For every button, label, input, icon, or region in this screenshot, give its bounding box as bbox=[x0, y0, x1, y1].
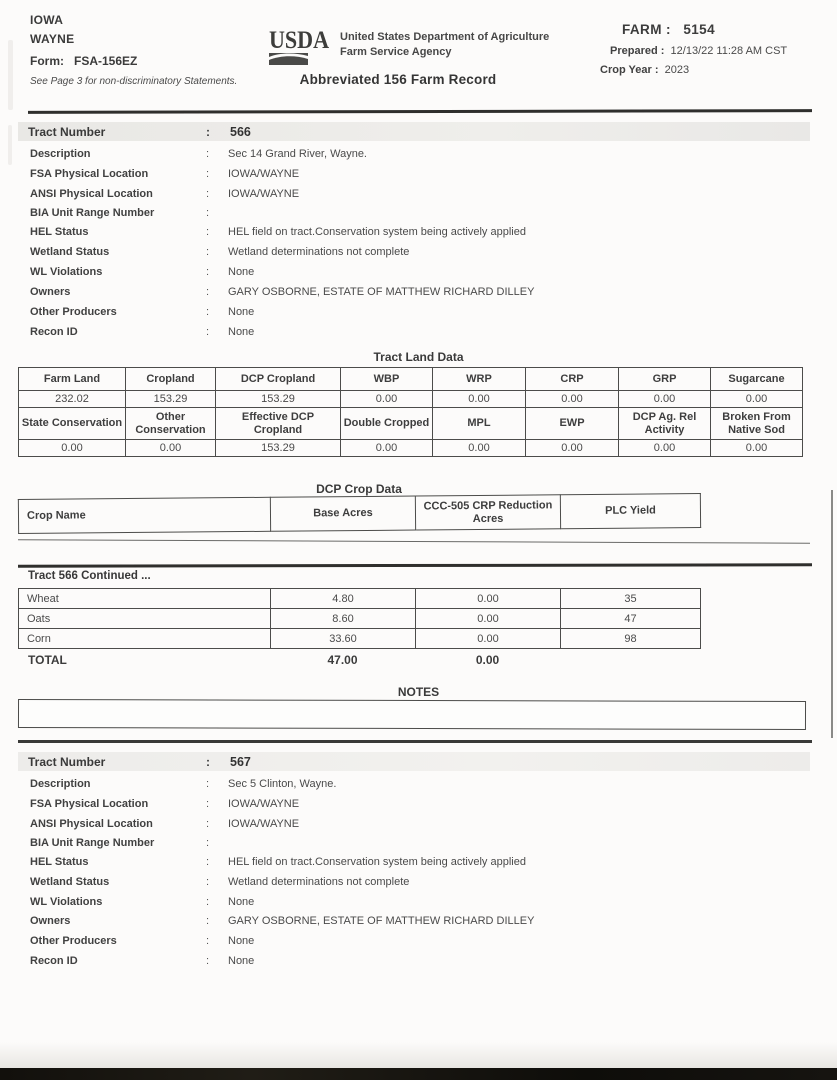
colon: : bbox=[206, 326, 210, 338]
crop-name-cell: Corn bbox=[19, 629, 271, 649]
field-row bbox=[30, 818, 788, 831]
field-value: Wetland determinations not complete bbox=[228, 876, 410, 888]
header-divider bbox=[28, 109, 812, 114]
nondiscrimination-footnote: See Page 3 for non-discriminatory Statements. bbox=[30, 75, 238, 87]
colon: : bbox=[206, 246, 210, 258]
agency-line1: United States Department of Agriculture bbox=[340, 31, 550, 43]
field-label: Other Producers bbox=[30, 935, 117, 947]
colon: : bbox=[206, 148, 210, 160]
total-label: TOTAL bbox=[28, 653, 67, 667]
field-row bbox=[30, 856, 788, 869]
form-label: Form: bbox=[30, 54, 64, 69]
field-label: Owners bbox=[30, 915, 71, 927]
colon: : bbox=[206, 754, 210, 769]
scan-right-edge bbox=[831, 490, 833, 738]
field-row bbox=[30, 778, 788, 791]
colon: : bbox=[206, 226, 210, 238]
field-value: IOWA/WAYNE bbox=[228, 188, 300, 200]
land-header-cell: Effective DCP Cropland bbox=[216, 408, 341, 440]
field-value: Sec 14 Grand River, Wayne. bbox=[228, 148, 367, 160]
field-row bbox=[30, 876, 788, 889]
crop-header-cell: CCC-505 CRP Reduction Acres bbox=[415, 495, 560, 530]
land-header-cell: Other Conservation bbox=[126, 408, 216, 440]
tract-number-label: Tract Number bbox=[28, 124, 106, 139]
crop-year-line bbox=[600, 64, 830, 76]
field-label: Other Producers bbox=[30, 306, 117, 318]
land-value-cell: 153.29 bbox=[216, 440, 341, 457]
field-value: Wetland determinations not complete bbox=[228, 246, 410, 258]
base-acres-cell: 8.60 bbox=[271, 609, 416, 629]
field-row bbox=[30, 188, 788, 201]
colon: : bbox=[206, 876, 210, 888]
crop-header-cell: PLC Yield bbox=[560, 494, 700, 529]
land-value-cell: 0.00 bbox=[19, 440, 126, 457]
field-row bbox=[30, 798, 788, 811]
field-value: Sec 5 Clinton, Wayne. bbox=[228, 778, 337, 790]
crop-row bbox=[19, 609, 701, 629]
field-label: WL Violations bbox=[30, 896, 103, 908]
field-value: HEL field on tract.Conservation system being actively applied bbox=[228, 856, 526, 868]
land-value-cell: 0.00 bbox=[526, 391, 619, 408]
field-label: Owners bbox=[30, 286, 71, 298]
land-value-cell: 0.00 bbox=[341, 440, 433, 457]
field-label: ANSI Physical Location bbox=[30, 818, 153, 830]
field-value: None bbox=[228, 306, 255, 318]
field-row bbox=[30, 935, 788, 948]
colon: : bbox=[206, 818, 210, 830]
tract-566-header-row bbox=[18, 122, 810, 141]
field-label: Recon ID bbox=[30, 326, 78, 338]
scan-smudge bbox=[8, 40, 13, 110]
field-value: None bbox=[228, 935, 255, 947]
section-rule bbox=[18, 539, 810, 543]
page-title: Abbreviated 156 Farm Record bbox=[299, 72, 497, 87]
crop-data-title: DCP Crop Data bbox=[316, 482, 402, 496]
land-header-cell: Double Cropped bbox=[341, 408, 433, 440]
land-value-cell: 153.29 bbox=[126, 391, 216, 408]
field-row bbox=[30, 915, 788, 928]
usda-logo-text: USDA bbox=[269, 27, 329, 54]
colon: : bbox=[206, 915, 210, 927]
field-value: None bbox=[228, 326, 255, 338]
crop-header-cell: Base Acres bbox=[270, 496, 415, 531]
field-value: GARY OSBORNE, ESTATE OF MATTHEW RICHARD DILLEY bbox=[228, 915, 535, 927]
colon: : bbox=[206, 168, 210, 180]
land-header-cell: DCP Cropland bbox=[216, 368, 341, 391]
land-value-cell: 153.29 bbox=[216, 391, 341, 408]
land-value-cell: 0.00 bbox=[126, 440, 216, 457]
field-row bbox=[30, 207, 788, 220]
land-value-cell: 0.00 bbox=[341, 391, 433, 408]
field-row bbox=[30, 168, 788, 181]
total-base-acres: 47.00 bbox=[327, 653, 358, 667]
field-label: WL Violations bbox=[30, 266, 103, 278]
field-row bbox=[30, 148, 788, 161]
scan-smudge bbox=[8, 125, 12, 165]
land-header-cell: CRP bbox=[526, 368, 619, 391]
field-row bbox=[30, 896, 788, 909]
scan-bottom-shadow bbox=[0, 1042, 837, 1068]
crop-name-cell: Oats bbox=[19, 609, 271, 629]
total-ccc505: 0.00 bbox=[475, 653, 500, 667]
tract-567-header-row bbox=[18, 752, 810, 771]
header-left-block bbox=[30, 14, 237, 87]
land-header-cell: DCP Ag. Rel Activity bbox=[619, 408, 711, 440]
land-value-cell: 0.00 bbox=[433, 391, 526, 408]
field-row bbox=[30, 955, 788, 968]
colon: : bbox=[206, 286, 210, 298]
land-header-cell: GRP bbox=[619, 368, 711, 391]
farm-number: 5154 bbox=[683, 22, 715, 37]
plc-yield-cell: 98 bbox=[561, 629, 701, 649]
colon: : bbox=[206, 207, 210, 219]
form-number: FSA-156EZ bbox=[74, 54, 138, 69]
field-row bbox=[30, 306, 788, 319]
colon: : bbox=[206, 306, 210, 318]
field-value: GARY OSBORNE, ESTATE OF MATTHEW RICHARD DILLEY bbox=[228, 286, 535, 298]
land-value-cell: 0.00 bbox=[619, 391, 711, 408]
colon: : bbox=[206, 188, 210, 200]
colon: : bbox=[206, 896, 210, 908]
land-header-cell: EWP bbox=[526, 408, 619, 440]
land-value-cell: 0.00 bbox=[711, 440, 803, 457]
prepared-line bbox=[600, 45, 830, 57]
colon: : bbox=[206, 856, 210, 868]
notes-box bbox=[18, 699, 806, 730]
field-value: IOWA/WAYNE bbox=[228, 818, 300, 830]
field-value bbox=[228, 207, 788, 220]
form-line bbox=[30, 55, 237, 68]
crop-data-header-table bbox=[18, 493, 701, 534]
field-label: Description bbox=[30, 778, 91, 790]
county-label: WAYNE bbox=[30, 31, 75, 46]
crop-year-value: 2023 bbox=[664, 64, 690, 76]
tract-number-label: Tract Number bbox=[28, 754, 106, 769]
land-header-cell: Sugarcane bbox=[711, 368, 803, 391]
field-label: BIA Unit Range Number bbox=[30, 837, 155, 849]
field-label: HEL Status bbox=[30, 856, 89, 868]
field-value: IOWA/WAYNE bbox=[228, 798, 300, 810]
crop-row bbox=[19, 589, 701, 609]
field-label: ANSI Physical Location bbox=[30, 188, 153, 200]
land-header-cell: Broken From Native Sod bbox=[711, 408, 803, 440]
state-label: IOWA bbox=[30, 13, 64, 27]
field-label: Wetland Status bbox=[30, 246, 110, 258]
plc-yield-cell: 47 bbox=[561, 609, 701, 629]
colon: : bbox=[206, 955, 210, 967]
ccc505-cell: 0.00 bbox=[416, 609, 561, 629]
colon: : bbox=[206, 837, 210, 849]
colon: : bbox=[206, 124, 210, 139]
header-right-block bbox=[600, 22, 830, 76]
field-row bbox=[30, 326, 788, 339]
plc-yield-cell: 35 bbox=[561, 589, 701, 609]
crop-header-cell: Crop Name bbox=[18, 497, 270, 533]
continued-heading: Tract 566 Continued ... bbox=[28, 570, 151, 582]
colon: : bbox=[206, 935, 210, 947]
tract-number-value: 567 bbox=[230, 754, 251, 769]
field-value: None bbox=[228, 955, 255, 967]
land-data-table bbox=[18, 367, 803, 457]
crop-row bbox=[19, 629, 701, 649]
farm-number-line bbox=[600, 22, 830, 37]
field-label: Recon ID bbox=[30, 955, 78, 967]
base-acres-cell: 33.60 bbox=[271, 629, 416, 649]
field-value bbox=[228, 837, 788, 850]
field-row bbox=[30, 286, 788, 299]
land-header-cell: Farm Land bbox=[19, 368, 126, 391]
colon: : bbox=[206, 266, 210, 278]
field-row bbox=[30, 266, 788, 279]
agency-line2: Farm Service Agency bbox=[340, 45, 452, 58]
land-data-title: Tract Land Data bbox=[373, 350, 464, 364]
ccc505-cell: 0.00 bbox=[416, 589, 561, 609]
crop-name-cell: Wheat bbox=[19, 589, 271, 609]
continued-divider bbox=[18, 563, 812, 567]
land-header-cell: Cropland bbox=[126, 368, 216, 391]
field-label: BIA Unit Range Number bbox=[30, 207, 155, 219]
land-header-cell: State Conservation bbox=[19, 408, 126, 440]
field-value: None bbox=[228, 266, 255, 278]
field-label: Description bbox=[30, 148, 91, 160]
land-header-cell: MPL bbox=[433, 408, 526, 440]
notes-title: NOTES bbox=[397, 685, 440, 699]
prepared-label: Prepared : bbox=[610, 45, 665, 57]
crop-rows-table bbox=[18, 588, 701, 649]
colon: : bbox=[206, 798, 210, 810]
page-bottom-edge bbox=[0, 1068, 837, 1080]
land-header-cell: WRP bbox=[433, 368, 526, 391]
colon: : bbox=[206, 778, 210, 790]
land-value-cell: 0.00 bbox=[619, 440, 711, 457]
tract-number-value: 566 bbox=[230, 124, 251, 139]
field-label: HEL Status bbox=[30, 226, 89, 238]
field-row bbox=[30, 246, 788, 259]
land-value-cell: 0.00 bbox=[526, 440, 619, 457]
ccc505-cell: 0.00 bbox=[416, 629, 561, 649]
field-label: FSA Physical Location bbox=[30, 168, 149, 180]
base-acres-cell: 4.80 bbox=[271, 589, 416, 609]
field-row bbox=[30, 226, 788, 239]
field-label: Wetland Status bbox=[30, 876, 110, 888]
farm-label: FARM : bbox=[622, 22, 671, 37]
land-header-cell: WBP bbox=[341, 368, 433, 391]
field-row bbox=[30, 837, 788, 850]
field-value: HEL field on tract.Conservation system being actively applied bbox=[228, 226, 526, 238]
field-value: None bbox=[228, 896, 255, 908]
prepared-timestamp: 12/13/22 11:28 AM CST bbox=[670, 45, 788, 57]
field-label: FSA Physical Location bbox=[30, 798, 149, 810]
land-value-cell: 0.00 bbox=[433, 440, 526, 457]
usda-logo-icon bbox=[268, 26, 332, 66]
land-value-cell: 0.00 bbox=[711, 391, 803, 408]
field-value: IOWA/WAYNE bbox=[228, 168, 300, 180]
tract-567-divider bbox=[18, 740, 812, 743]
agency-name bbox=[340, 30, 549, 60]
crop-year-label: Crop Year : bbox=[600, 64, 659, 76]
land-value-cell: 232.02 bbox=[19, 391, 126, 408]
